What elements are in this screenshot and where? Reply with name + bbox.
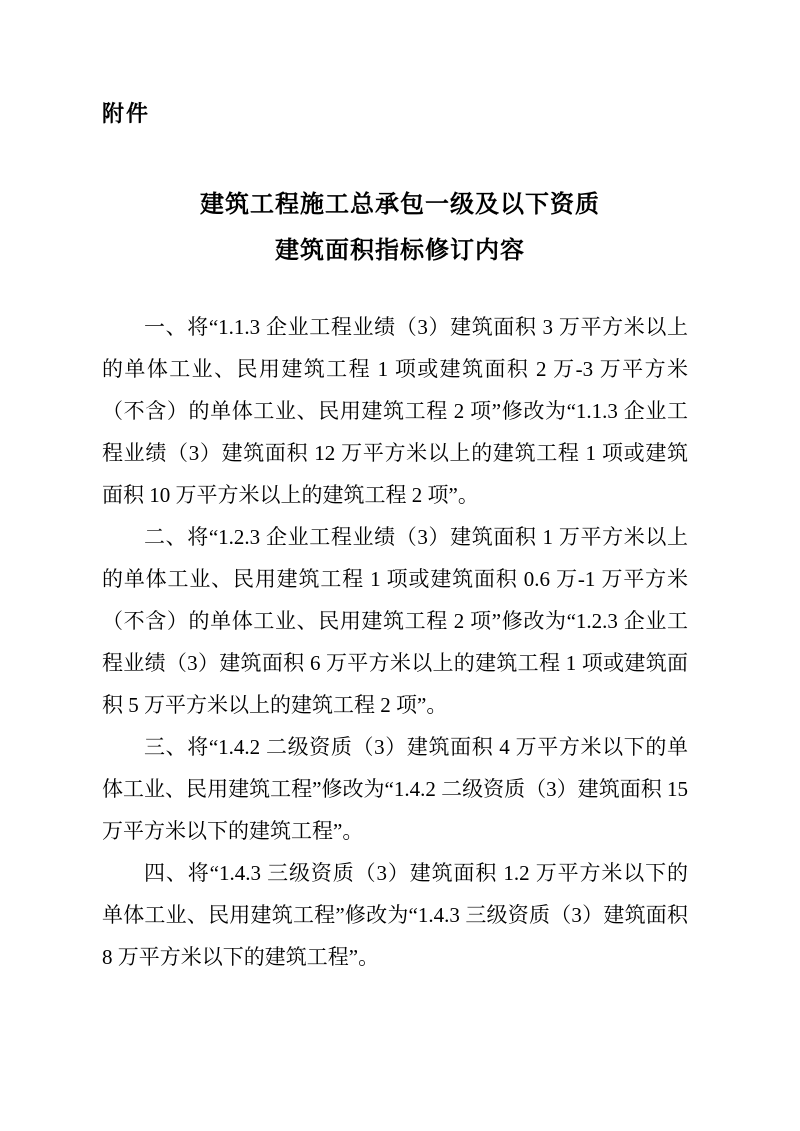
document-title bbox=[0, 182, 800, 274]
document-body bbox=[102, 306, 688, 978]
attachment-label: 附件 bbox=[102, 101, 151, 126]
paragraph-2: 二、将“1.2.3 企业工程业绩（3）建筑面积 1 万平方米以上的单体工业、民用建筑工程 1 项或建筑面积 0.6 万-1 万平方米（不含）的单体工业、民用建筑工程 2 项”修改为“1.2.3 企业工程业绩（3）建筑面积 6 万平方米以上的建筑工程 1 项或建筑面积 5 万平方米以上的建筑工程 2 项”。 bbox=[102, 525, 688, 717]
paragraph-1: 一、将“1.1.3 企业工程业绩（3）建筑面积 3 万平方米以上的单体工业、民用建筑工程 1 项或建筑面积 2 万-3 万平方米（不含）的单体工业、民用建筑工程 2 项”修改为“1.1.3 企业工程业绩（3）建筑面积 12 万平方米以上的建筑工程 1 项或建筑面积 10 万平方米以上的建筑工程 2 项”。 bbox=[102, 315, 688, 507]
paragraph-3: 三、将“1.4.2 二级资质（3）建筑面积 4 万平方米以下的单体工业、民用建筑工程”修改为“1.4.2 二级资质（3）建筑面积 15 万平方米以下的建筑工程”。 bbox=[102, 735, 688, 843]
paragraph-4: 四、将“1.4.3 三级资质（3）建筑面积 1.2 万平方米以下的单体工业、民用建筑工程”修改为“1.4.3 三级资质（3）建筑面积 8 万平方米以下的建筑工程”。 bbox=[102, 861, 688, 969]
document-title-line1: 建筑工程施工总承包一级及以下资质 bbox=[200, 192, 600, 218]
document-title-line2: 建筑面积指标修订内容 bbox=[275, 238, 525, 264]
